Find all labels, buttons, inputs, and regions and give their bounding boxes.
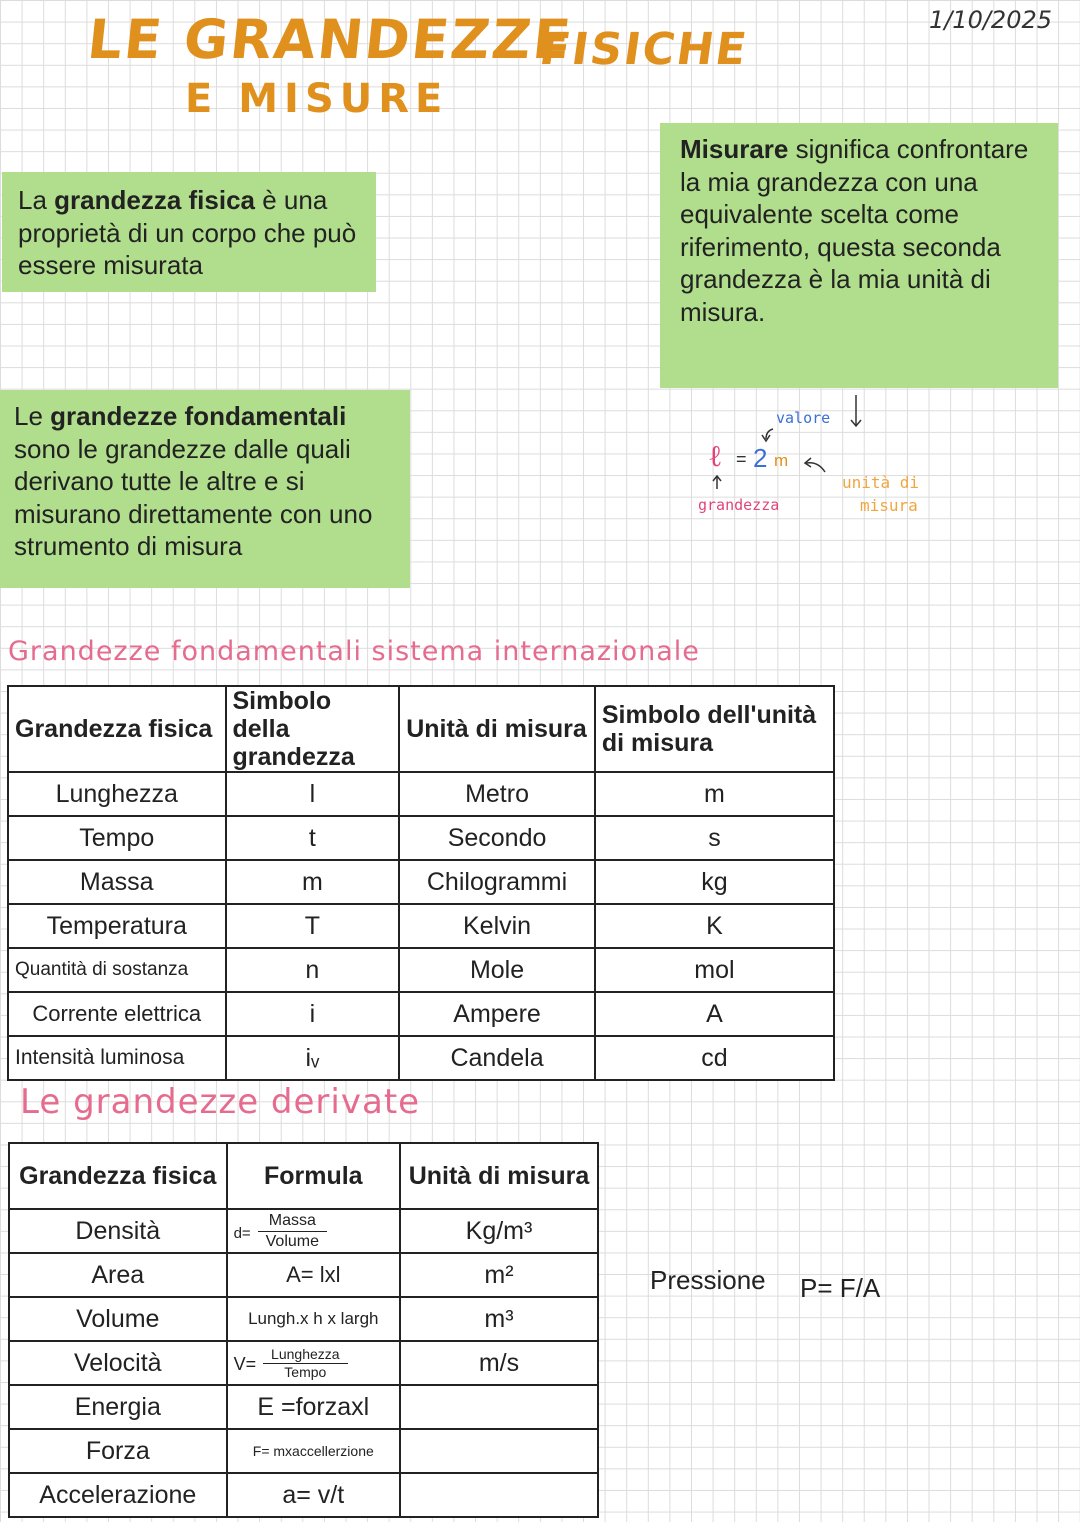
table-cell: cd [595, 1036, 834, 1080]
formula-cell [227, 1209, 400, 1253]
table-cell: F= mxaccellerzione [227, 1429, 400, 1473]
table-row [8, 992, 834, 1036]
section-title-fondamentali: Grandezze fondamentali sistema internazionale [8, 636, 700, 667]
derived-quantities-table [8, 1142, 599, 1518]
table-cell: Lungh.x h x largh [227, 1297, 400, 1341]
page-title: LE GRANDEZZE [84, 8, 576, 71]
table-row [8, 1036, 834, 1080]
table-row [9, 1297, 598, 1341]
column-header: Simbolo della grandezza [226, 686, 400, 772]
table-cell: m/s [400, 1341, 598, 1385]
table-cell: Temperatura [8, 904, 226, 948]
note-text: Le [14, 401, 51, 431]
fraction-numerator: Lunghezza [263, 1346, 348, 1364]
fraction-numerator: Massa [258, 1211, 327, 1232]
note-grandezza-fisica [2, 172, 376, 292]
table-cell: iᵥ [226, 1036, 400, 1080]
value-2: 2 [753, 443, 768, 473]
note-text: è una proprietà di un corpo che può essere misurata [18, 185, 357, 280]
fraction [258, 1211, 327, 1252]
table-cell: Candela [399, 1036, 595, 1080]
table-cell: A= lxl [227, 1253, 400, 1297]
table-cell: K [595, 904, 834, 948]
table-cell: Forza [9, 1429, 227, 1473]
table-cell: m [595, 772, 834, 816]
table-cell: t [226, 816, 400, 860]
note-text: significa confrontare la mia grandezza con una equivalente scelta come riferimento, questa seconda grandezza è la mia unità di misura. [680, 134, 1029, 327]
table-cell: a= v/t [227, 1473, 400, 1517]
table-cell: s [595, 816, 834, 860]
table-cell: Tempo [8, 816, 226, 860]
table-cell: m³ [400, 1297, 598, 1341]
table-row [9, 1209, 598, 1253]
table-cell: Volume [9, 1297, 227, 1341]
fraction-denominator: Tempo [284, 1363, 327, 1380]
note-text: sono le grandezze dalle quali derivano tutte le altre e si misurano direttamente con uno strumento di misura [14, 433, 373, 561]
label-grandezza: grandezza [698, 496, 780, 514]
table-cell: i [226, 992, 400, 1036]
note-keyword: grandezza fisica [54, 185, 256, 215]
table-cell [400, 1473, 598, 1517]
table-cell [400, 1385, 598, 1429]
table-cell: Lunghezza [8, 772, 226, 816]
table-cell: A [595, 992, 834, 1036]
table-cell: m² [400, 1253, 598, 1297]
symbol-l: ℓ [708, 439, 723, 474]
table-cell: Energia [9, 1385, 227, 1429]
fundamental-quantities-table [7, 685, 835, 1081]
column-header: Formula [227, 1143, 400, 1209]
table-cell: Quantità di sostanza [8, 948, 226, 992]
table-header-row [8, 686, 834, 772]
page-title-second-word: FISICHE [536, 24, 752, 75]
table-cell: mol [595, 948, 834, 992]
table-cell: Metro [399, 772, 595, 816]
table-cell: m [226, 860, 400, 904]
table-cell: Densità [9, 1209, 227, 1253]
label-unita: unità di [842, 473, 920, 492]
formula-cell [227, 1341, 400, 1385]
table-cell: E =forzaxl [227, 1385, 400, 1429]
table-cell: Massa [8, 860, 226, 904]
table-cell: Ampere [399, 992, 595, 1036]
table-cell: Area [9, 1253, 227, 1297]
table-cell: Chilogrammi [399, 860, 595, 904]
note-keyword: Misurare [680, 134, 789, 164]
table-cell: kg [595, 860, 834, 904]
table-cell: l [226, 772, 400, 816]
note-misurare [660, 123, 1058, 388]
pressione-formula: P= F/A [800, 1273, 881, 1303]
measure-diagram [690, 395, 950, 525]
label-valore: valore [776, 409, 831, 427]
table-row [8, 816, 834, 860]
table-row [8, 904, 834, 948]
table-cell: T [226, 904, 400, 948]
table-cell: Kelvin [399, 904, 595, 948]
table-row [9, 1253, 598, 1297]
column-header: Unità di misura [400, 1143, 598, 1209]
table-cell: Accelerazione [9, 1473, 227, 1517]
table-cell: Mole [399, 948, 595, 992]
table-cell: Corrente elettrica [8, 992, 226, 1036]
fraction-denominator: Volume [265, 1232, 319, 1250]
formula-prefix: d= [233, 1224, 251, 1242]
column-header: Simbolo dell'unità di misura [595, 686, 834, 772]
note-grandezze-fondamentali [0, 390, 410, 588]
table-cell: Kg/m³ [400, 1209, 598, 1253]
table-row [9, 1473, 598, 1517]
table-row [8, 860, 834, 904]
table-row [9, 1385, 598, 1429]
table-cell [400, 1429, 598, 1473]
formula-prefix: V= [233, 1353, 257, 1374]
table-row [8, 948, 834, 992]
table-header-row [9, 1143, 598, 1209]
table-cell: n [226, 948, 400, 992]
table-row [9, 1429, 598, 1473]
section-title-derivate: Le grandezze derivate [20, 1082, 421, 1122]
note-text: La [18, 185, 55, 215]
page-subtitle: E MISURE [185, 76, 449, 122]
equals-sign: = [736, 449, 747, 469]
table-row [8, 772, 834, 816]
column-header: Grandezza fisica [8, 686, 226, 772]
pressione-label: Pressione [650, 1265, 766, 1295]
column-header: Grandezza fisica [9, 1143, 227, 1209]
date-label: 1/10/2025 [928, 6, 1052, 34]
note-keyword: grandezze fondamentali [50, 401, 347, 431]
table-cell: Secondo [399, 816, 595, 860]
table-cell: Velocità [9, 1341, 227, 1385]
fraction [263, 1346, 348, 1381]
column-header: Unità di misura [399, 686, 595, 772]
unit-m: m [774, 451, 789, 470]
table-cell: Intensità luminosa [8, 1036, 226, 1080]
table-row [9, 1341, 598, 1385]
label-misura: misura [860, 496, 918, 515]
